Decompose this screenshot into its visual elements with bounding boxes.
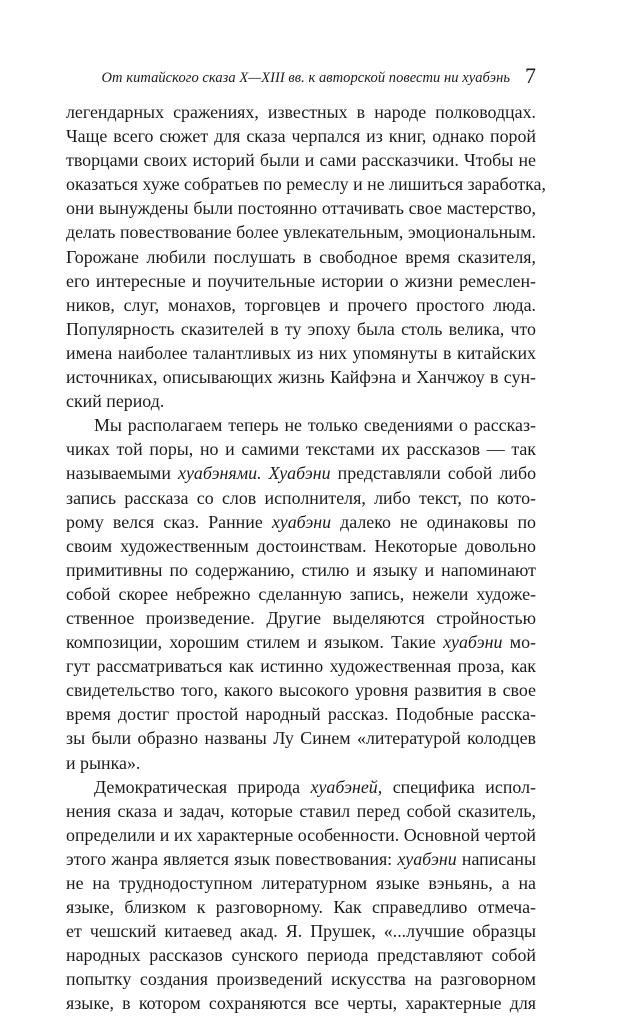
text-run: ет чешский китаевед акад. Я. Прушек, «...лучшие образцы — [66, 921, 536, 942]
italic-term: хуабэни — [443, 632, 503, 653]
text-run: зы были образно названы Лу Синем «литературой колодцев — [66, 728, 536, 749]
text-run: время достиг простой народный рассказ. Подобные расска- — [66, 704, 536, 725]
text-run: примитивны по содержанию, стилю и языку и напоминают — [66, 559, 536, 580]
body-text — [66, 100, 546, 1016]
text-line — [66, 871, 536, 895]
text-run: Чаще всего сюжет для сказа черпался из книг, однако порой — [66, 126, 536, 147]
text-run: ский период. — [66, 391, 165, 412]
text-run: и рынка». — [66, 752, 141, 773]
text-line — [66, 510, 536, 534]
text-line — [66, 775, 536, 799]
text-line — [66, 582, 536, 606]
text-run: творцами своих историй были и сами рассказчики. Чтобы не — [66, 150, 536, 171]
text-run: его интересные и поучительные истории о жизни ремеслен- — [66, 270, 536, 291]
text-run: чиках той поры, но и самими текстами их рассказов — так — [66, 439, 536, 460]
text-run: оказаться хуже собратьев по ремеслу и не лишиться заработка, — [66, 174, 546, 195]
text-run: специфика испол- — [382, 776, 536, 797]
running-title: От китайского сказа X—XIII вв. к авторской повести ни хуабэнь — [101, 70, 510, 86]
text-run: далеко не одинаковы по — [331, 511, 536, 532]
text-line — [66, 991, 536, 1015]
text-line — [66, 124, 536, 148]
text-run: делать повествование более увлекательным, эмоциональным. — [66, 222, 536, 243]
text-line — [66, 847, 536, 871]
text-run: попытку создания произведений искусства на разговорном — [66, 969, 536, 990]
text-line — [66, 486, 536, 510]
text-run: нения сказа и задач, которые ставил перед собой сказитель, — [66, 800, 536, 821]
text-run: этого жанра является язык повествования: — [66, 848, 398, 869]
text-run: легендарных сражениях, известных в народе полководцах. — [66, 102, 536, 122]
page-number: 7 — [525, 63, 536, 88]
text-line — [66, 606, 536, 630]
text-line — [66, 678, 536, 702]
italic-term: хуабэни — [271, 511, 332, 532]
text-line — [66, 317, 536, 341]
text-line — [66, 967, 536, 991]
text-line — [66, 196, 536, 220]
text-run: запись рассказа со слов исполнителя, либо текст, по кото- — [66, 487, 536, 508]
text-run: гут рассматриваться как истинно художественная проза, как — [66, 656, 536, 677]
text-line — [66, 172, 546, 196]
text-run: Горожане любили послушать в свободное время сказителя, — [66, 246, 536, 267]
text-line — [66, 220, 536, 244]
text-run: языке, в котором сохраняются все черты, характерные для — [66, 993, 536, 1014]
text-run: собой скорее небрежно сделанную запись, нежели художе- — [66, 583, 536, 604]
text-run: Популярность сказителей в ту эпоху была столь велика, что — [66, 318, 536, 339]
text-run: своим художественным достоинствам. Некоторые довольно — [66, 535, 536, 556]
text-run: они вынуждены были постоянно оттачивать свое мастерство, — [66, 198, 536, 219]
text-run: источниках, описывающих жизнь Кайфэна и Ханчжоу в сун- — [66, 367, 536, 388]
text-line — [66, 534, 536, 558]
text-line — [66, 558, 536, 582]
text-run: композиции, хорошим стилем и языком. Такие — [66, 632, 444, 653]
text-line — [66, 293, 536, 317]
text-run: определили и их характерные особенности. Основной чертой — [66, 824, 536, 845]
text-line — [66, 461, 536, 485]
text-line — [66, 389, 536, 413]
text-run: языке, близком к разговорному. Как справедливо отмеча- — [66, 897, 536, 918]
text-line — [66, 919, 536, 943]
text-run: свидетельство того, какого высокого уровня развития в свое — [66, 680, 536, 701]
text-line — [66, 413, 536, 437]
italic-term: хуабэни — [397, 848, 457, 869]
text-line — [66, 895, 536, 919]
text-run: Мы располагаем теперь не только сведениями о рассказ- — [94, 415, 536, 436]
text-run: называемыми — [66, 463, 179, 484]
text-line — [66, 799, 536, 823]
text-line — [66, 148, 536, 172]
text-run: народных рассказов сунского периода представляют собой — [66, 945, 536, 966]
text-run: ственное произведение. Другие выделяются стройностью — [66, 607, 536, 628]
text-line — [66, 341, 536, 365]
text-line — [66, 751, 536, 775]
text-run: мо- — [502, 632, 536, 653]
text-run: имена наиболее талантливых из них упомянуты в китайских — [66, 342, 536, 363]
text-line — [66, 365, 536, 389]
text-line — [66, 943, 536, 967]
text-line — [66, 437, 536, 461]
text-run: написаны — [456, 848, 536, 869]
italic-term: хуабэнями. Хуабэни — [178, 463, 331, 484]
text-run: Демократическая природа — [94, 776, 311, 797]
text-line — [66, 100, 536, 124]
text-line — [66, 269, 536, 293]
text-line — [66, 630, 536, 654]
text-line — [66, 726, 536, 750]
text-run: рому велся сказ. Ранние — [66, 511, 272, 532]
text-run: ников, слуг, монахов, торговцев и прочего простого люда. — [66, 294, 536, 315]
page-header — [84, 62, 536, 92]
text-line — [66, 702, 536, 726]
text-line — [66, 823, 536, 847]
text-line — [66, 654, 536, 678]
text-run: представляли собой либо — [330, 463, 537, 484]
text-line — [66, 245, 536, 269]
italic-term: хуабэней, — [310, 776, 383, 797]
text-run: не на труднодоступном литературном языке вэньянь, а на — [66, 873, 536, 893]
